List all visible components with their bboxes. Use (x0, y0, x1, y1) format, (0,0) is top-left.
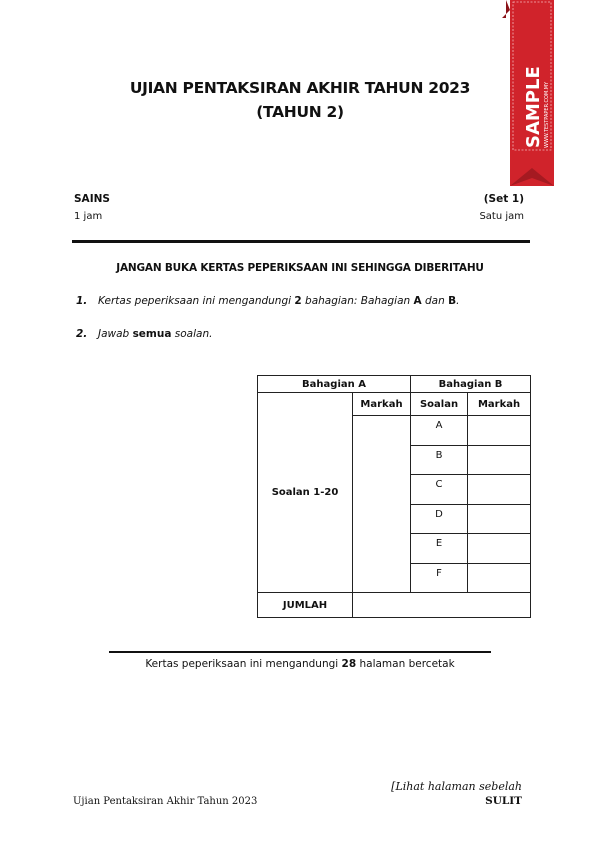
subject-name: SAINS (74, 193, 110, 205)
markah-b-header: Markah (468, 393, 531, 416)
question-letter: C (411, 475, 468, 505)
sample-ribbon (502, 0, 560, 195)
footer-exam-name: Ujian Pentaksiran Akhir Tahun 2023 (73, 796, 258, 807)
soalan-header: Soalan (411, 393, 468, 416)
instruction-2: 2. Jawab semua soalan. (76, 328, 213, 340)
instruction-1: 1. Kertas peperiksaan ini mengandungi 2 bahagian: Bahagian A dan B. (76, 295, 460, 307)
set-number: (Set 1) (483, 193, 524, 205)
markah-a-header: Markah (353, 393, 411, 416)
section-a-header: Bahagian A (258, 376, 411, 393)
markah-b-cell[interactable] (468, 475, 531, 505)
question-letter: B (411, 445, 468, 475)
question-letter: E (411, 534, 468, 564)
duration: 1 jam (74, 211, 103, 222)
total-cell[interactable] (353, 593, 531, 618)
markah-b-cell[interactable] (468, 504, 531, 534)
question-range-cell: Soalan 1-20 (258, 393, 353, 593)
total-label: JUMLAH (258, 593, 353, 618)
question-letter: A (411, 416, 468, 446)
markah-b-cell[interactable] (468, 563, 531, 593)
section-b-header: Bahagian B (411, 376, 531, 393)
page-count-note: Kertas peperiksaan ini mengandungi 28 halaman bercetak (145, 658, 455, 670)
markah-a-cell[interactable] (353, 416, 411, 593)
question-letter: D (411, 504, 468, 534)
marks-table (257, 375, 531, 618)
warning-text: JANGAN BUKA KERTAS PEPERIKSAAN INI SEHINGGA DIBERITAHU (116, 262, 484, 274)
exam-title: UJIAN PENTAKSIRAN AKHIR TAHUN 2023 (129, 79, 471, 97)
question-letter: F (411, 563, 468, 593)
header-divider (72, 240, 530, 243)
markah-b-cell[interactable] (468, 534, 531, 564)
confidential-label: SULIT (485, 795, 522, 807)
exam-year-level: (TAHUN 2) (256, 103, 344, 121)
duration-words: Satu jam (479, 211, 524, 222)
ribbon-site: WWW.TESTPAPER.COM.MY (544, 81, 550, 148)
markah-b-cell[interactable] (468, 445, 531, 475)
see-next-page: [Lihat halaman sebelah (391, 780, 522, 793)
markah-b-cell[interactable] (468, 416, 531, 446)
footer-divider (109, 651, 491, 653)
ribbon-label: SAMPLE (523, 66, 544, 148)
